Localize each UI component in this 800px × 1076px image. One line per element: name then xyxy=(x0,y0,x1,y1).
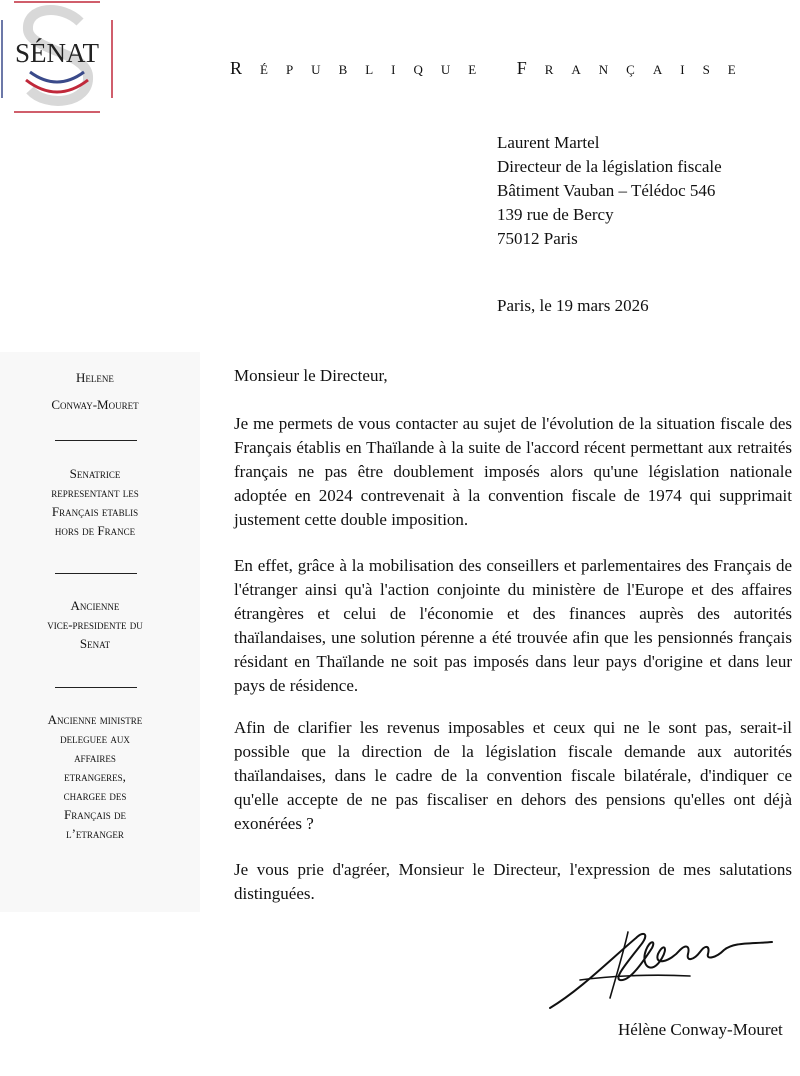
sender-last-name: Conway-Mouret xyxy=(51,397,139,412)
role-line: vice-presidente du xyxy=(47,617,143,632)
letter-paragraph: En effet, grâce à la mobilisation des conseillers et parlementaires des Français de l'étranger ainsi qu'à l'action conjointe du ministère de l'Europe et des affaires étrangères et celui de l'économie et des finances auprès des autorités thaïlandaises, une solution pérenne a été trouvée afin que les pensionnés français résidant en Thaïlande ne soit pas imposés dans leur pays d'origine et dans leur pays de résidence. xyxy=(234,556,792,695)
sender-sidebar xyxy=(0,352,200,912)
role-line: deleguee aux xyxy=(60,731,130,746)
logo-text: SÉNAT xyxy=(14,38,100,68)
recipient-address xyxy=(497,131,722,251)
letter-paragraph: Je me permets de vous contacter au sujet de l'évolution de la situation fiscale des Français établis en Thaïlande à la suite de l'accord récent permettant aux retraités français ne pas être doublement imposés alors qu'une législation nationale adoptée en 2024 contrevenait à la convention fiscale de 1974 qui supprimait justement cette double imposition. xyxy=(234,414,792,529)
sidebar-divider xyxy=(55,687,137,688)
sender-role-minister xyxy=(0,710,190,843)
sender-name xyxy=(0,368,190,414)
letter-paragraph: Afin de clarifier les revenus imposables et ceux qui ne le sont pas, serait-il possible que la direction de la législation fiscale demande aux autorités thaïlandaises, dans le cadre de la convention fiscale bilatérale, d'indiquer ce qu'elle accepte de ne pas fiscaliser en dehors des pensions qu'elles ont déjà exonérées ? xyxy=(234,718,792,833)
role-line: etrangeres, xyxy=(64,769,126,784)
letter-closing: Je vous prie d'agréer, Monsieur le Directeur, l'expression de mes salutations distinguées. xyxy=(234,860,792,903)
recipient-city: 75012 Paris xyxy=(497,229,578,248)
senat-logo xyxy=(0,0,118,118)
sidebar-divider xyxy=(55,440,137,441)
letter-salutation: Monsieur le Directeur, xyxy=(234,366,388,385)
role-line: Senat xyxy=(79,636,111,651)
role-line: Français de xyxy=(64,807,126,822)
recipient-street: 139 rue de Bercy xyxy=(497,205,614,224)
role-line: Senatrice xyxy=(69,466,121,481)
sender-role-vice-president xyxy=(0,596,190,653)
sender-first-name: Helene xyxy=(76,370,114,385)
role-line: Français etablis xyxy=(51,504,139,519)
sender-role-senator xyxy=(0,464,190,540)
recipient-building: Bâtiment Vauban – Télédoc 546 xyxy=(497,181,716,200)
role-line: affaires xyxy=(74,750,116,765)
recipient-title: Directeur de la législation fiscale xyxy=(497,157,722,176)
recipient-name: Laurent Martel xyxy=(497,133,600,152)
role-line: l’etranger xyxy=(66,826,124,841)
signatory-name: Hélène Conway-Mouret xyxy=(618,1020,783,1039)
role-line: Ancienne xyxy=(70,598,120,613)
role-line: hors de France xyxy=(54,523,136,538)
letter-date: Paris, le 19 mars 2026 xyxy=(497,296,649,315)
role-line: Ancienne ministre xyxy=(47,712,143,727)
role-line: representant les xyxy=(51,485,139,500)
handwritten-signature xyxy=(540,910,790,1020)
republic-header: République Française xyxy=(230,58,754,78)
sidebar-divider xyxy=(55,573,137,574)
role-line: chargee des xyxy=(63,788,127,803)
